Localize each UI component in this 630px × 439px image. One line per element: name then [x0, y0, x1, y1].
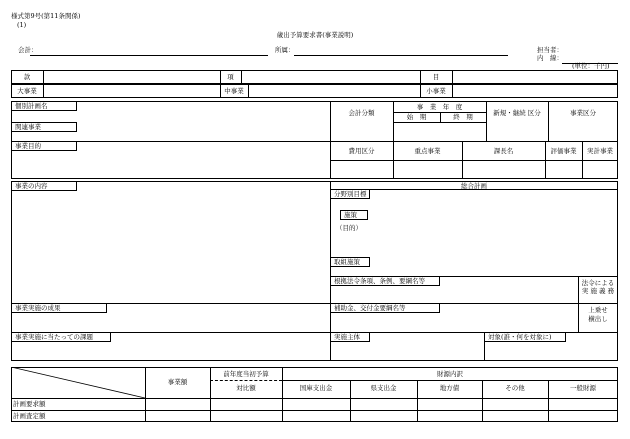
kanren-jigyo-label: 関連事業	[11, 122, 77, 132]
tantosha-label: 担当者：	[537, 46, 563, 54]
row-jigyo	[11, 84, 618, 98]
moku-label: 目	[432, 73, 440, 81]
shuki-label: 終 期	[453, 113, 473, 121]
ko-label: 項	[227, 73, 234, 81]
kaikei-label: 会計：	[18, 46, 38, 54]
row-kan-ko-moku	[11, 70, 618, 84]
taihigaku-header: 対比額	[236, 384, 256, 392]
jigyo-kadai-label: 事業実施に当たっての課題	[11, 332, 111, 342]
sho-jigyo-label: 小事業	[426, 87, 446, 95]
taisho-label: 対象(誰・何を対象に)	[484, 332, 566, 342]
jigyo-kubun-label: 事業区分	[570, 109, 596, 117]
torikumi-shisaku-label: 取組施策	[330, 257, 370, 267]
sonota-header: その他	[505, 384, 525, 392]
bunya-mokuhyo-label: 分野別目標	[330, 189, 370, 199]
hojokin-label: 補助金、交付金要綱名等	[330, 303, 440, 313]
kobetsu-keikaku-label: 個別計画名	[11, 101, 77, 111]
ken-header: 県支出金	[370, 384, 397, 392]
chu-jigyo-label: 中事業	[224, 87, 244, 95]
konkyo-horei-label: 根拠法令条項、条例、要綱名等	[330, 276, 440, 286]
ippan-header: 一般財源	[570, 384, 596, 392]
shinki-keizoku-label: 新規・継続 区分	[493, 109, 541, 117]
zennendo-header: 前年度当初予算	[223, 370, 269, 378]
chihosai-header: 地方債	[439, 384, 460, 392]
kaikei-line	[30, 55, 268, 56]
kan-label: 款	[23, 73, 31, 81]
shiki-label: 始 期	[406, 113, 427, 121]
shozoku-line	[294, 55, 508, 56]
mokuteki-note: （目的）	[336, 224, 362, 232]
jigyo-naiyo-label: 事業の内容	[11, 181, 77, 191]
hiyo-kubun-label: 費用区分	[348, 147, 375, 155]
page-title: 歳出予算要求書(事業説明)	[276, 31, 354, 39]
yokyu-row-label: 計画要求額	[13, 400, 46, 408]
dai-jigyo-label: 大事業	[17, 87, 37, 95]
jigyo-nendo-label: 事 業 年 度	[416, 103, 463, 111]
jigyohi-header: 事業額	[167, 378, 188, 386]
horei-label-1: 法令による	[581, 279, 615, 287]
jikkei-jigyo-label: 実計事業	[587, 147, 613, 155]
form-subnumber: (1)	[17, 21, 27, 29]
kachomei-label: 課長名	[493, 147, 514, 155]
shisaku-label: 施策	[340, 210, 368, 220]
jigyo-mokuteki-label: 事業目的	[11, 141, 77, 151]
zaigen-header: 財源内訳	[437, 370, 463, 378]
shozoku-label: 所属：	[275, 46, 295, 54]
unit-label: (単位：千円)	[572, 62, 610, 70]
kaikei-bunrui-label: 会計分類	[348, 109, 375, 117]
diagonal-line	[11, 367, 145, 398]
satei-row-label: 計画査定額	[13, 412, 46, 420]
jisshi-shutai-label: 実施主体	[330, 332, 370, 342]
horei-label-2: 実 施 義 務	[581, 287, 615, 295]
uwanose-label-2: 横出し	[588, 315, 608, 323]
uwanose-label-1: 上乗せ	[588, 306, 608, 314]
form-number: 様式第9号(第11条関係)	[11, 12, 81, 20]
sogo-keikaku-label: 総合計画	[461, 182, 487, 190]
naisen-label: 内 線：	[537, 54, 563, 62]
jigyo-seika-label: 事業実施の成果	[11, 303, 107, 313]
juten-jigyo-label: 重点事業	[414, 147, 441, 155]
kuni-header: 国庫支出金	[299, 384, 333, 392]
hyoka-jigyo-label: 評価事業	[550, 147, 577, 155]
